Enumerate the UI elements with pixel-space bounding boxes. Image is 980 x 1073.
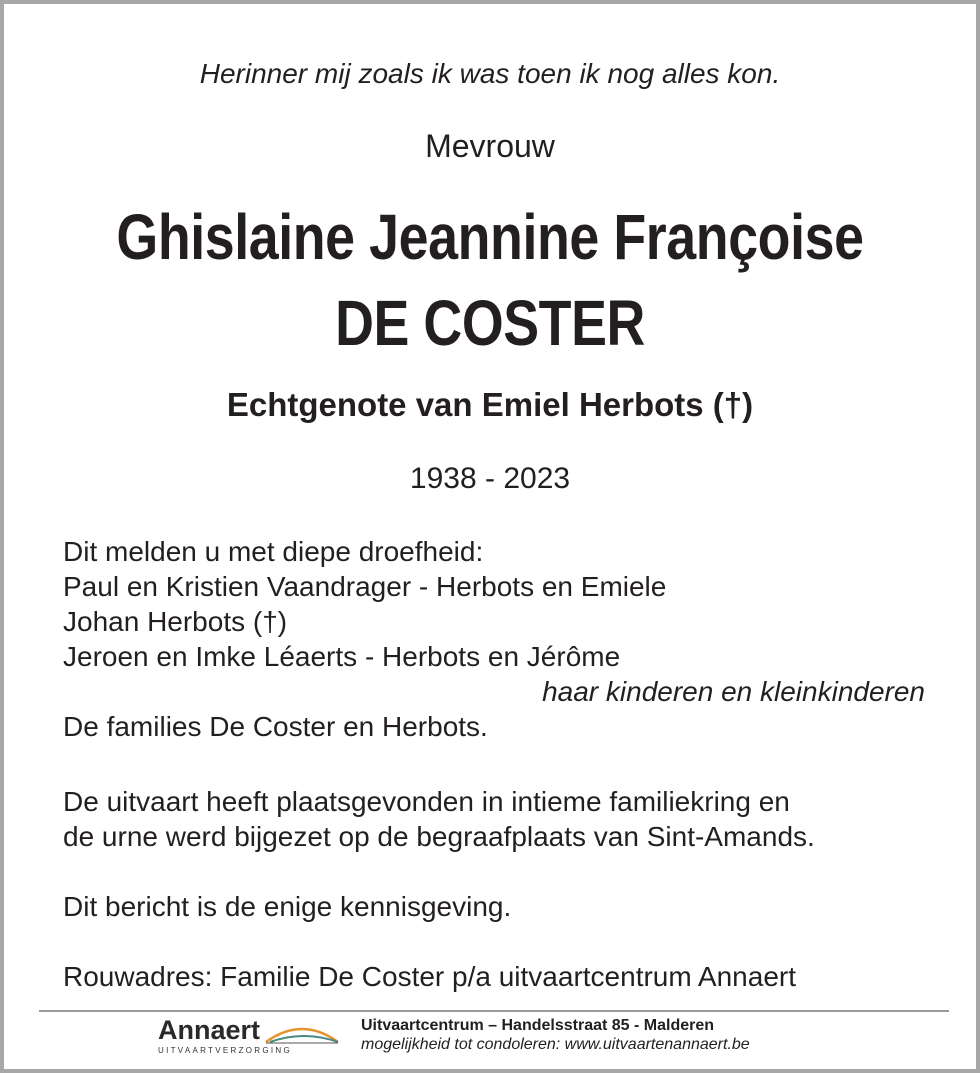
funeral-line: De uitvaart heeft plaatsgevonden in intieme familiekring en: [63, 786, 790, 817]
mourning-address: Rouwadres: Familie De Coster p/a uitvaartcentrum Annaert: [63, 961, 796, 992]
honorific: Mevrouw: [425, 128, 555, 164]
spouse-line: Echtgenote van Emiel Herbots (†): [226, 386, 754, 423]
relation-line: haar kinderen en kleinkinderen: [542, 676, 925, 707]
logo-wordmark: Annaert: [158, 1015, 261, 1045]
footer-divider: [39, 1010, 949, 1012]
announcement-line: Dit melden u met diepe droefheid:: [63, 536, 484, 567]
opening-quote: Herinner mij zoals ik was toen ik nog alles kon.: [199, 58, 781, 89]
deceased-surname: DE COSTER: [335, 287, 645, 359]
funeral-home-address: Uitvaartcentrum – Handelsstraat 85 - Malderen: [361, 1017, 715, 1034]
deceased-name: [82, 194, 898, 366]
announcement-line: Jeroen en Imke Léaerts - Herbots en Jérôme: [63, 641, 621, 672]
deceased-given-names: Ghislaine Jeannine Françoise: [116, 201, 864, 273]
funeral-line: de urne werd bijgezet op de begraafplaats van Sint-Amands.: [63, 821, 815, 852]
announcement-line: Johan Herbots (†): [63, 606, 288, 637]
logo-subtitle: UITVAARTVERZORGING: [158, 1046, 293, 1055]
funeral-home-info: [361, 1016, 750, 1054]
announcement-block: [63, 534, 925, 744]
only-notice-line: Dit bericht is de enige kennisgeving.: [63, 891, 512, 922]
announcement-line: Paul en Kristien Vaandrager - Herbots en Emiele: [63, 571, 667, 602]
families-line: De families De Coster en Herbots.: [63, 711, 488, 742]
life-years: 1938 - 2023: [409, 462, 571, 495]
funeral-block: [63, 784, 815, 854]
annaert-logo: [154, 1014, 344, 1059]
condolence-link[interactable]: mogelijkheid tot condoleren: www.uitvaartenannaert.be: [361, 1036, 750, 1053]
logo-arc-icon: [264, 1020, 340, 1044]
